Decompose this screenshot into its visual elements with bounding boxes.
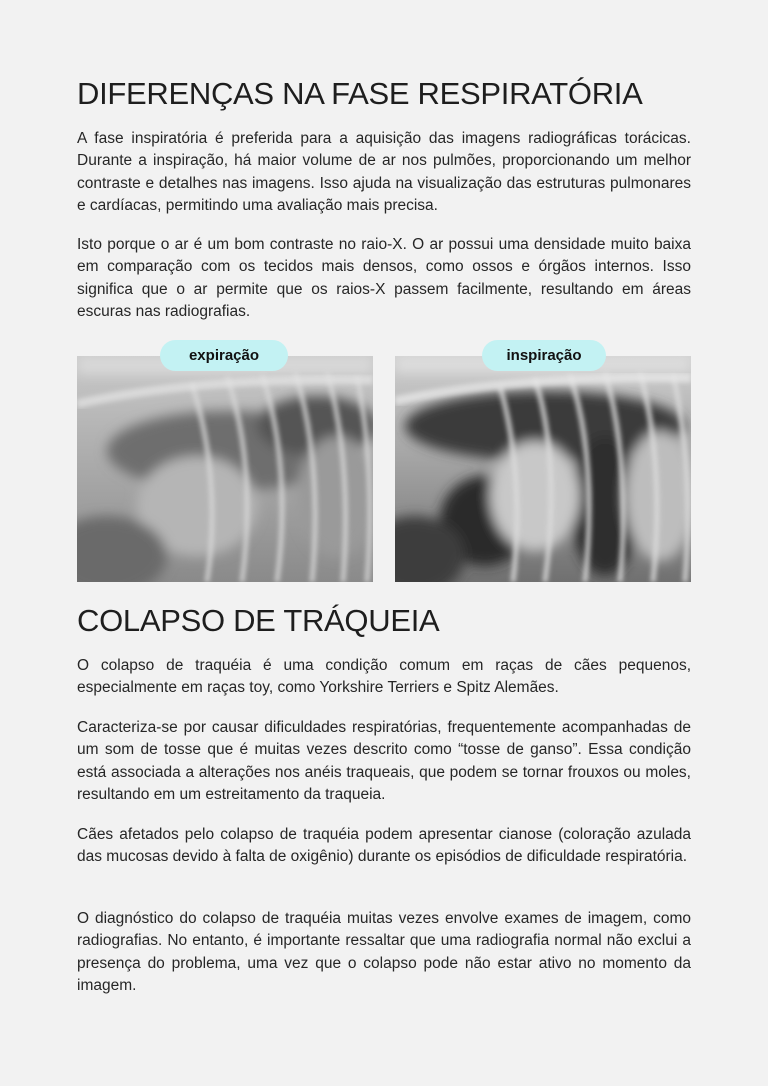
label-expiration: expiração [160, 340, 288, 371]
section-title-respiratory-phase: DIFERENÇAS NA FASE RESPIRATÓRIA [77, 76, 643, 111]
xray-expiration-image [77, 356, 373, 582]
paragraph-tracheal-collapse-intro: O colapso de traquéia é uma condição comum em raças de cães pequenos, especialmente em raças toy, como Yorkshire Terriers e Spitz Alemães. [77, 657, 691, 697]
label-inspiration: inspiração [482, 340, 606, 371]
paragraph-inspiratory-phase: A fase inspiratória é preferida para a aquisição das imagens radiográficas torácicas. Durante a inspiração, há maior volume de ar nos pulmões, proporcionando um melhor contraste e detalhes nas imagens. Isso ajuda na visualização das estruturas pulmonares e cardíacas, permitindo uma avaliação mais precisa. [77, 130, 691, 214]
paragraph-cyanosis: Cães afetados pelo colapso de traquéia podem apresentar cianose (coloração azulada das mucosas devido à falta de oxigênio) durante os episódios de dificuldade respiratória. [77, 826, 691, 866]
paragraph-symptoms: Caracteriza-se por causar dificuldades respiratórias, frequentemente acompanhadas de um som de tosse que é muitas vezes descrito como “tosse de ganso”. Essa condição está associada a alterações nos anéis traqueais, que podem se tornar frouxos ou moles, resultando em um estreitamento da traqueia. [77, 719, 691, 803]
xray-inspiration-image [395, 356, 691, 582]
paragraph-air-contrast: Isto porque o ar é um bom contraste no raio-X. O ar possui uma densidade muito baixa em comparação com os tecidos mais densos, como ossos e órgãos internos. Isso significa que o ar permite que os raios-X passem facilmente, resultando em áreas escuras nas radiografias. [77, 236, 691, 320]
section-title-tracheal-collapse: COLAPSO DE TRÁQUEIA [77, 603, 440, 638]
paragraph-diagnosis: O diagnóstico do colapso de traquéia muitas vezes envolve exames de imagem, como radiografias. No entanto, é importante ressaltar que uma radiografia normal não exclui a presença do problema, uma vez que o colapso pode não estar ativo no momento da imagem. [77, 910, 691, 994]
